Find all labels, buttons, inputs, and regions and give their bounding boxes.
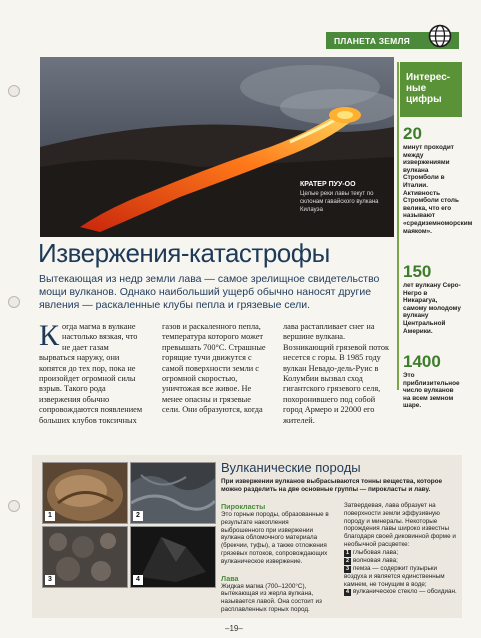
column-text: лава растапливает снег на вершине вулкана. Возникающий грязевой поток несется с горы. В 1985 году вулкан Невадо-дель-Руис в Колумбии вызвал сход гигантского грязевого селя, похоронившего под собой город Армеро и 22000 его жителей. — [283, 322, 389, 425]
list-item — [344, 549, 458, 557]
rocks-intro: При извержении вулканов выбрасываются тонны вещества, которое можно разделить на две основные группы — пирокласты и лаву. — [221, 478, 443, 493]
list-item — [344, 557, 458, 565]
fact-text: Это приблизительное число вулканов на всем земном шаре. — [403, 372, 460, 410]
article-lead: Вытекающая из недр земли лава — самое зрелищное свидетельство мощи вулканов. Однако наибольший ущерб обычно наносят другие явления — раскаленные клубы пепла и грязевые сели. — [39, 273, 380, 311]
rock-photo-2 — [130, 462, 216, 524]
rock-photo-3 — [42, 526, 128, 588]
fact-number: 150 — [403, 262, 432, 281]
drop-cap: К — [39, 319, 60, 352]
lava-heading: Лава — [221, 573, 239, 583]
photo-caption-title: КРАТЕР ПУУ-ОО — [300, 181, 356, 188]
pyroclasts-text: Это горные породы, образованные в результате накопления выброшенного при извержении вулкана обломочного материала (брекчии, туфы), а также отложения грязевых потоков, сопровождающих вулканическое извержение. — [221, 511, 329, 565]
photo-number: 3 — [45, 575, 55, 585]
fact-text: лет вулкану Серо-Негро в Никарагуа, самому молодому вулкану Центральной Америки. — [403, 282, 461, 335]
binder-hole — [8, 500, 20, 512]
rocks-left-column — [221, 502, 333, 614]
sidebar-heading-box — [400, 62, 462, 117]
article-column-2 — [162, 322, 269, 416]
photo-caption-text: Целые реки лавы текут по склонам гавайского вулкана Килауэа — [300, 191, 379, 213]
rocks-title: Вулканические породы — [221, 460, 361, 475]
list-text: волновая лава; — [353, 556, 398, 564]
list-text: глыбовая лава; — [353, 548, 399, 556]
fact-number: 20 — [403, 124, 422, 143]
list-number: 1 — [345, 549, 350, 556]
article-column-3 — [283, 322, 390, 426]
list-number: 4 — [345, 589, 350, 596]
fact-number: 1400 — [403, 352, 441, 371]
photo-number: 2 — [133, 511, 143, 521]
list-item — [344, 588, 458, 596]
lava-forms-text: Затвердевая, лава образует на поверхности земли эффузивную породу и минералы. Некоторые порождения лавы широко известны благодаря своей диковинной форме и необычной расцветке: — [344, 502, 456, 548]
fact-text: минут проходит между извержениями вулкана Стромболи в Италии. Активность Стромболи столь велика, что его называют «средиземноморским маяком». — [403, 144, 473, 235]
photo-number: 4 — [133, 575, 143, 585]
fact-item — [403, 352, 461, 410]
fact-item — [403, 262, 461, 335]
fact-item — [403, 124, 473, 235]
globe-icon — [428, 24, 452, 48]
list-text: пемза — содержит пузырьки воздуха и является единственным камнем, не тонущим в воде; — [344, 564, 445, 588]
article-title: Извержения-катастрофы — [38, 238, 330, 268]
list-text: вулканическое стекло — обсидиан. — [353, 588, 457, 596]
list-number: 2 — [345, 557, 350, 564]
list-number: 3 — [345, 565, 350, 572]
binder-hole — [8, 85, 20, 97]
sidebar-heading: Интерес-ные цифры — [406, 72, 451, 105]
page-number: –19– — [225, 624, 243, 633]
rock-photo-1 — [42, 462, 128, 524]
column-text: газов и раскаленного пепла, температура которого может превышать 700°С. Страшные горящие тучи движутся с самой поверхности земли с огромной скоростью, уничтожая все живое. Не менее опасны и грязевые сели. Они образуются, когда — [162, 322, 266, 415]
section-label: ПЛАНЕТА ЗЕМЛЯ — [334, 36, 410, 46]
rocks-right-column — [344, 502, 458, 596]
column-text: огда магма в вулкане настолько вязкая, что не дает газам вырваться наружу, они копятся до тех пор, пока не произойдет огромной силы взрыв. Такого рода извержения обычно сопровождаются появлением больших клубов токсичных — [39, 322, 143, 425]
rock-photo-4 — [130, 526, 216, 588]
binder-hole — [8, 296, 20, 308]
lava-text: Жидкая магма (700–1200°С), вытекающая из жерла вулкана, называется лавой. Она состоит из расплавленных горных пород. — [221, 582, 322, 613]
list-item — [344, 565, 458, 589]
article-column-1 — [39, 319, 146, 426]
pyroclasts-heading: Пирокласты — [221, 502, 266, 511]
photo-number: 1 — [45, 511, 55, 521]
